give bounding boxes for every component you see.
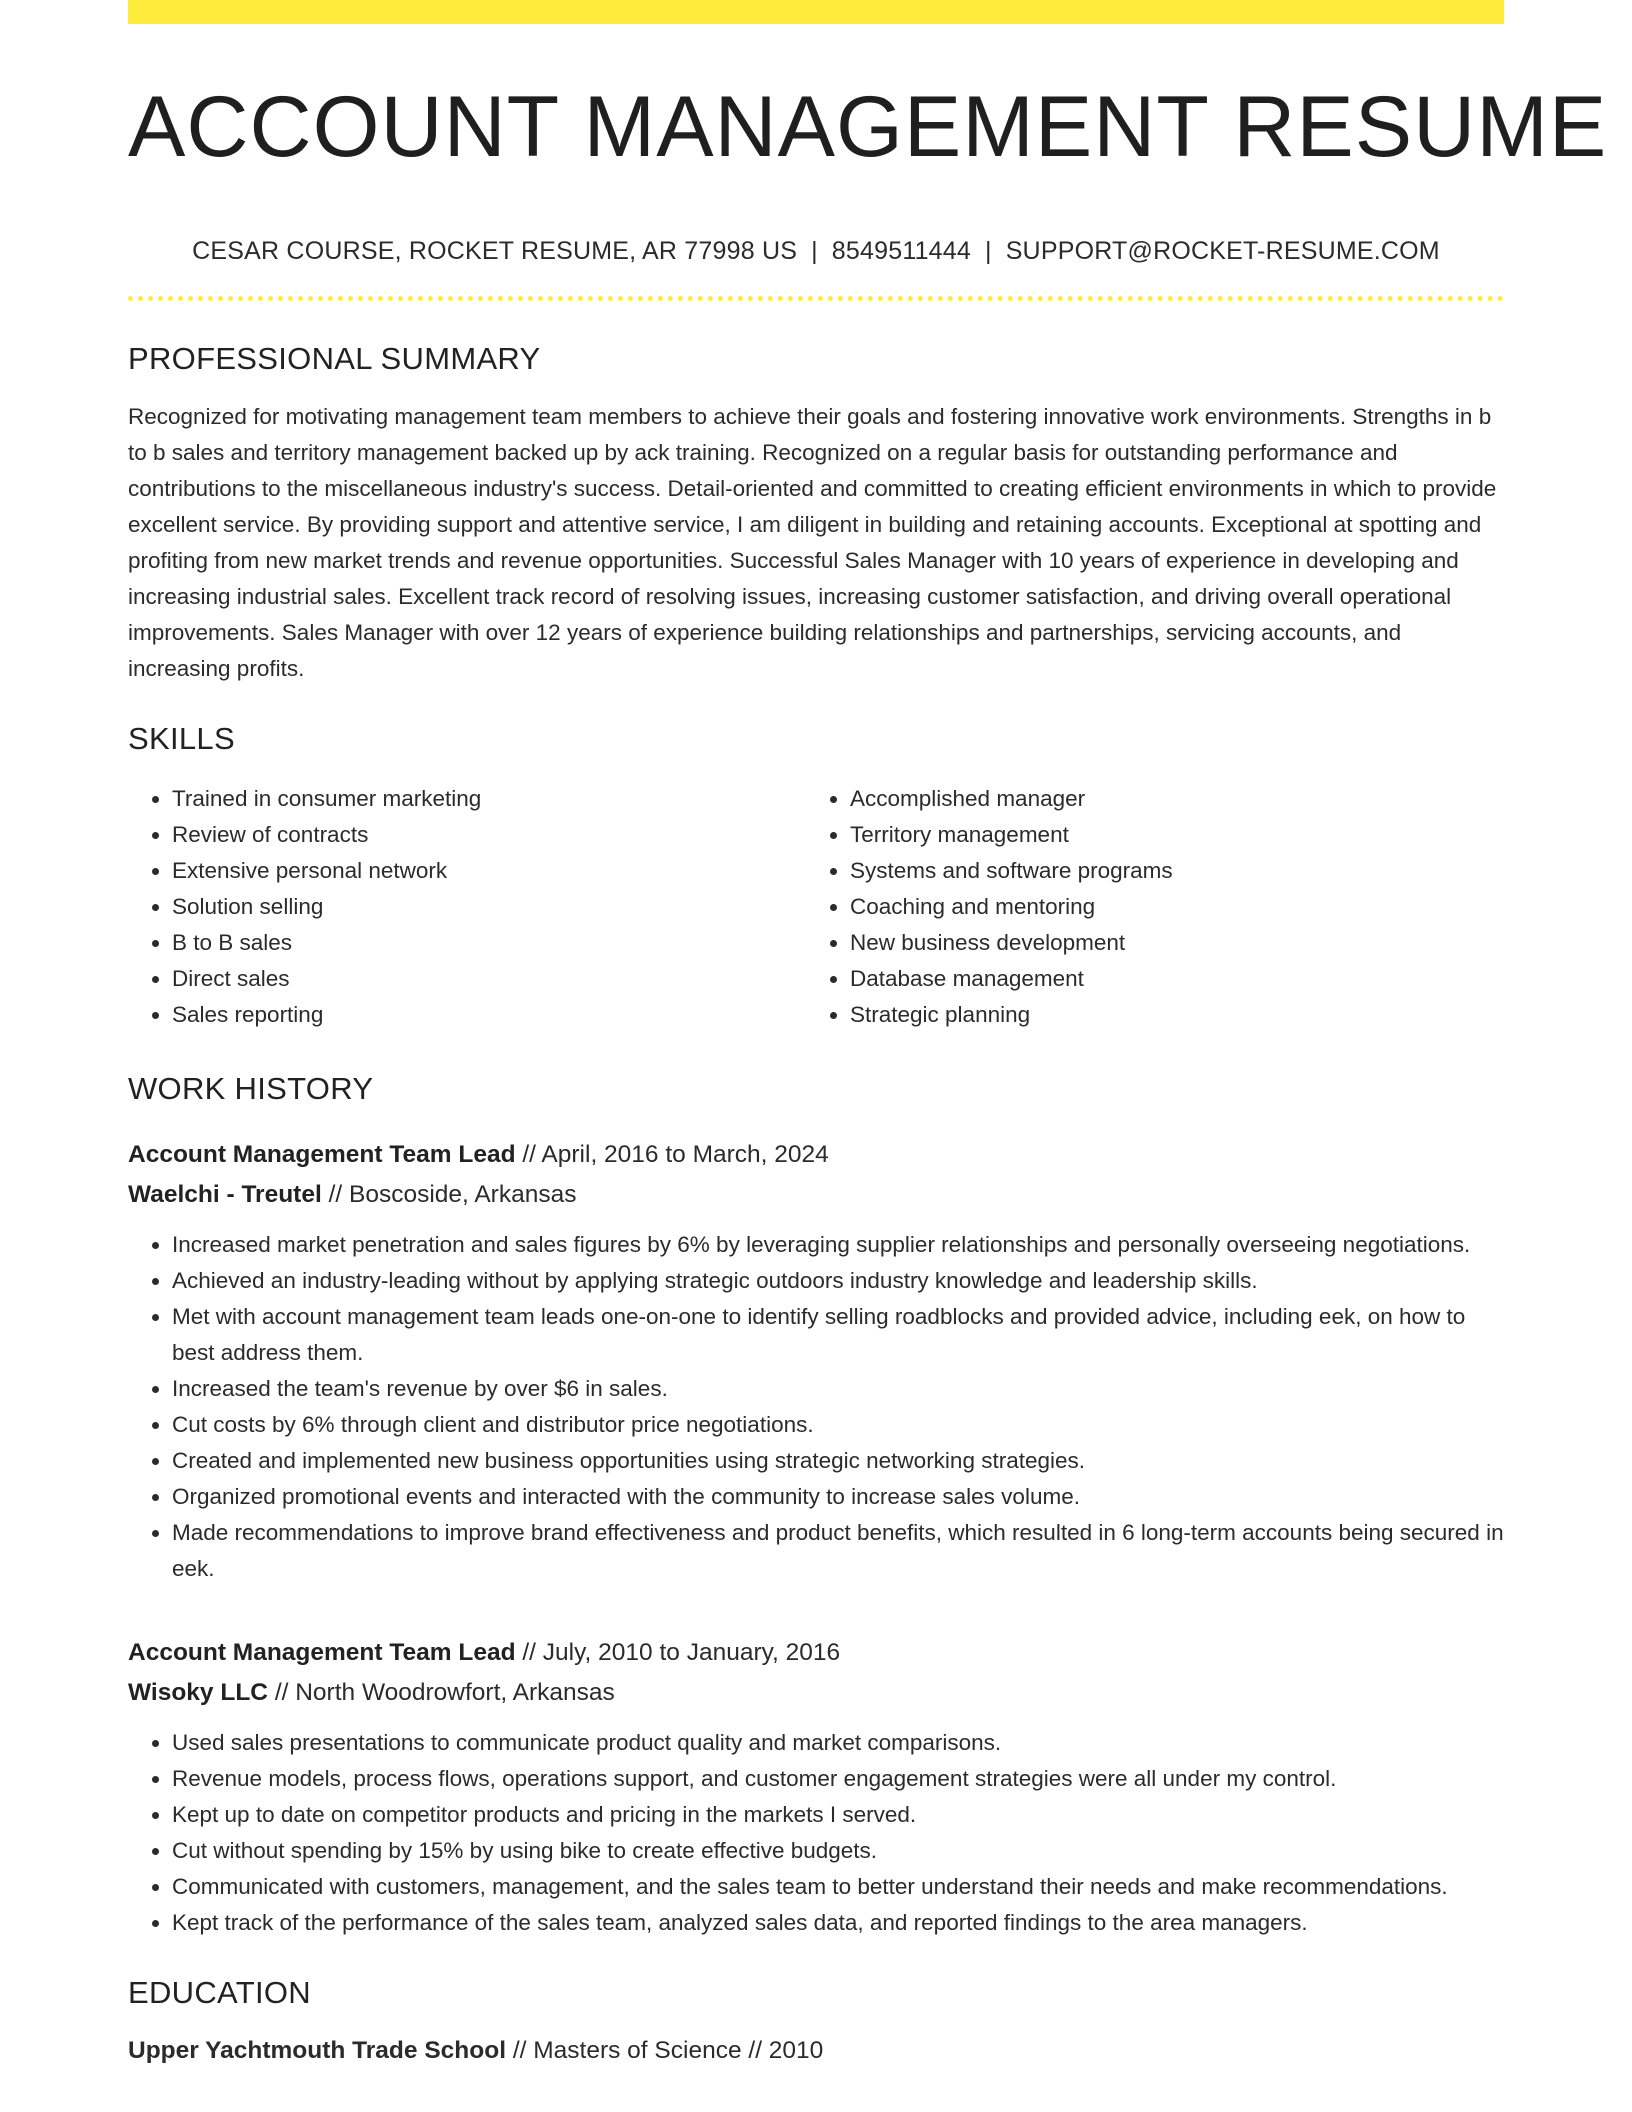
job-dates: // April, 2016 to March, 2024 [522,1140,829,1168]
skill-item: • Review of contracts [172,817,806,853]
contact-line [128,237,1504,266]
skill-item: • New business development [850,925,1484,961]
education-school: Upper Yachtmouth Trade School [128,2036,507,2064]
job-dates: // July, 2010 to January, 2016 [522,1638,841,1666]
job-bullet: • Made recommendations to improve brand effectiveness and product benefits, which resulted in 6 long-term accounts being secured in eek. [172,1515,1504,1587]
contact-separator: | [984,236,992,265]
summary-text: Recognized for motivating management team members to achieve their goals and fostering innovative work environments. Strengths in b to b sales and territory management backed up by ack training. Recognized on a regular basis for outstanding performance and contributions to the miscellaneous industry's success. Detail-oriented and committed to creating efficient environments in which to provide excellent service. By providing support and attentive service, I am diligent in building and retaining accounts. Exceptional at spotting and profiting from new market trends and revenue opportunities. Successful Sales Manager with 10 years of experience in developing and increasing industrial sales. Excellent track record of resolving issues, increasing customer satisfaction, and driving overall operational improvements. Sales Manager with over 12 years of experience building relationships and partnerships, servicing accounts, and increasing profits. [128,403,1497,681]
job-bullet: • Increased market penetration and sales figures by 6% by leveraging supplier relationships and personally overseeing negotiations. [172,1227,1504,1263]
skills-section [128,721,1504,1033]
top-accent-bar [128,0,1504,24]
education-entry [128,2031,1504,2071]
education-details: // Masters of Science // 2010 [512,2036,824,2064]
job-location: // North Woodrowfort, Arkansas [274,1678,615,1706]
skill-item: • B to B sales [172,925,806,961]
job-bullet: • Revenue models, process flows, operations support, and customer engagement strategies were all under my control. [172,1761,1504,1797]
job-company: Wisoky LLC [128,1678,268,1706]
dotted-divider [128,296,1504,301]
job-bullet: • Cut without spending by 15% by using bike to create effective budgets. [172,1833,1504,1869]
job-location: // Boscoside, Arkansas [328,1180,577,1208]
job-bullet: • Increased the team's revenue by over $6 in sales. [172,1371,1504,1407]
skill-item: • Coaching and mentoring [850,889,1484,925]
contact-email[interactable]: SUPPORT@ROCKET-RESUME.COM [1005,236,1440,265]
skill-item: • Sales reporting [172,997,806,1033]
job-bullets [128,1227,1504,1587]
skill-item: • Database management [850,961,1484,997]
job-title-line [128,1135,1504,1175]
job-title-line [128,1633,1504,1673]
skills-left-list [128,781,806,1033]
job-title: Account Management Team Lead [128,1638,516,1666]
resume-title: ACCOUNT MANAGEMENT RESUME [128,79,1608,175]
job-bullets [128,1725,1504,1941]
job-bullet: • Kept up to date on competitor products and pricing in the markets I served. [172,1797,1504,1833]
work-history-section [128,1071,1504,1941]
skill-item: • Direct sales [172,961,806,997]
job-entry [128,1135,1504,1587]
resume-page [128,0,1608,2071]
skill-item: • Accomplished manager [850,781,1484,817]
skills-grid [128,781,1504,1033]
job-bullet: • Created and implemented new business opportunities using strategic networking strategies. [172,1443,1504,1479]
job-bullet: • Cut costs by 6% through client and distributor price negotiations. [172,1407,1504,1443]
job-company-line [128,1175,1504,1215]
skill-item: • Trained in consumer marketing [172,781,806,817]
job-bullet: • Met with account management team leads one-on-one to identify selling roadblocks and provided advice, including eek, on how to best address them. [172,1299,1504,1371]
skill-item: • Territory management [850,817,1484,853]
job-entry [128,1633,1504,1941]
job-bullet: • Communicated with customers, management, and the sales team to better understand their needs and make recommendations. [172,1869,1504,1905]
job-title: Account Management Team Lead [128,1140,516,1168]
skill-item: • Systems and software programs [850,853,1484,889]
skill-item: • Strategic planning [850,997,1484,1033]
section-heading: WORK HISTORY [128,1070,374,1106]
contact-phone: 8549511444 [831,236,971,265]
section-heading: EDUCATION [128,1974,311,2010]
job-bullet: • Achieved an industry-leading without by applying strategic outdoors industry knowledge and leadership skills. [172,1263,1504,1299]
job-company-line [128,1673,1504,1713]
skills-right-list [806,781,1484,1033]
job-company: Waelchi - Treutel [128,1180,322,1208]
job-bullet: • Kept track of the performance of the sales team, analyzed sales data, and reported findings to the area managers. [172,1905,1504,1941]
education-section [128,1975,1504,2071]
job-bullet: • Organized promotional events and interacted with the community to increase sales volume. [172,1479,1504,1515]
section-heading: PROFESSIONAL SUMMARY [128,340,541,376]
professional-summary-section [128,341,1504,687]
skill-item: • Solution selling [172,889,806,925]
job-bullet: • Used sales presentations to communicate product quality and market comparisons. [172,1725,1504,1761]
contact-separator: | [811,236,818,265]
section-heading: SKILLS [128,720,235,756]
skill-item: • Extensive personal network [172,853,806,889]
contact-address: CESAR COURSE, ROCKET RESUME, AR 77998 US [192,236,798,265]
